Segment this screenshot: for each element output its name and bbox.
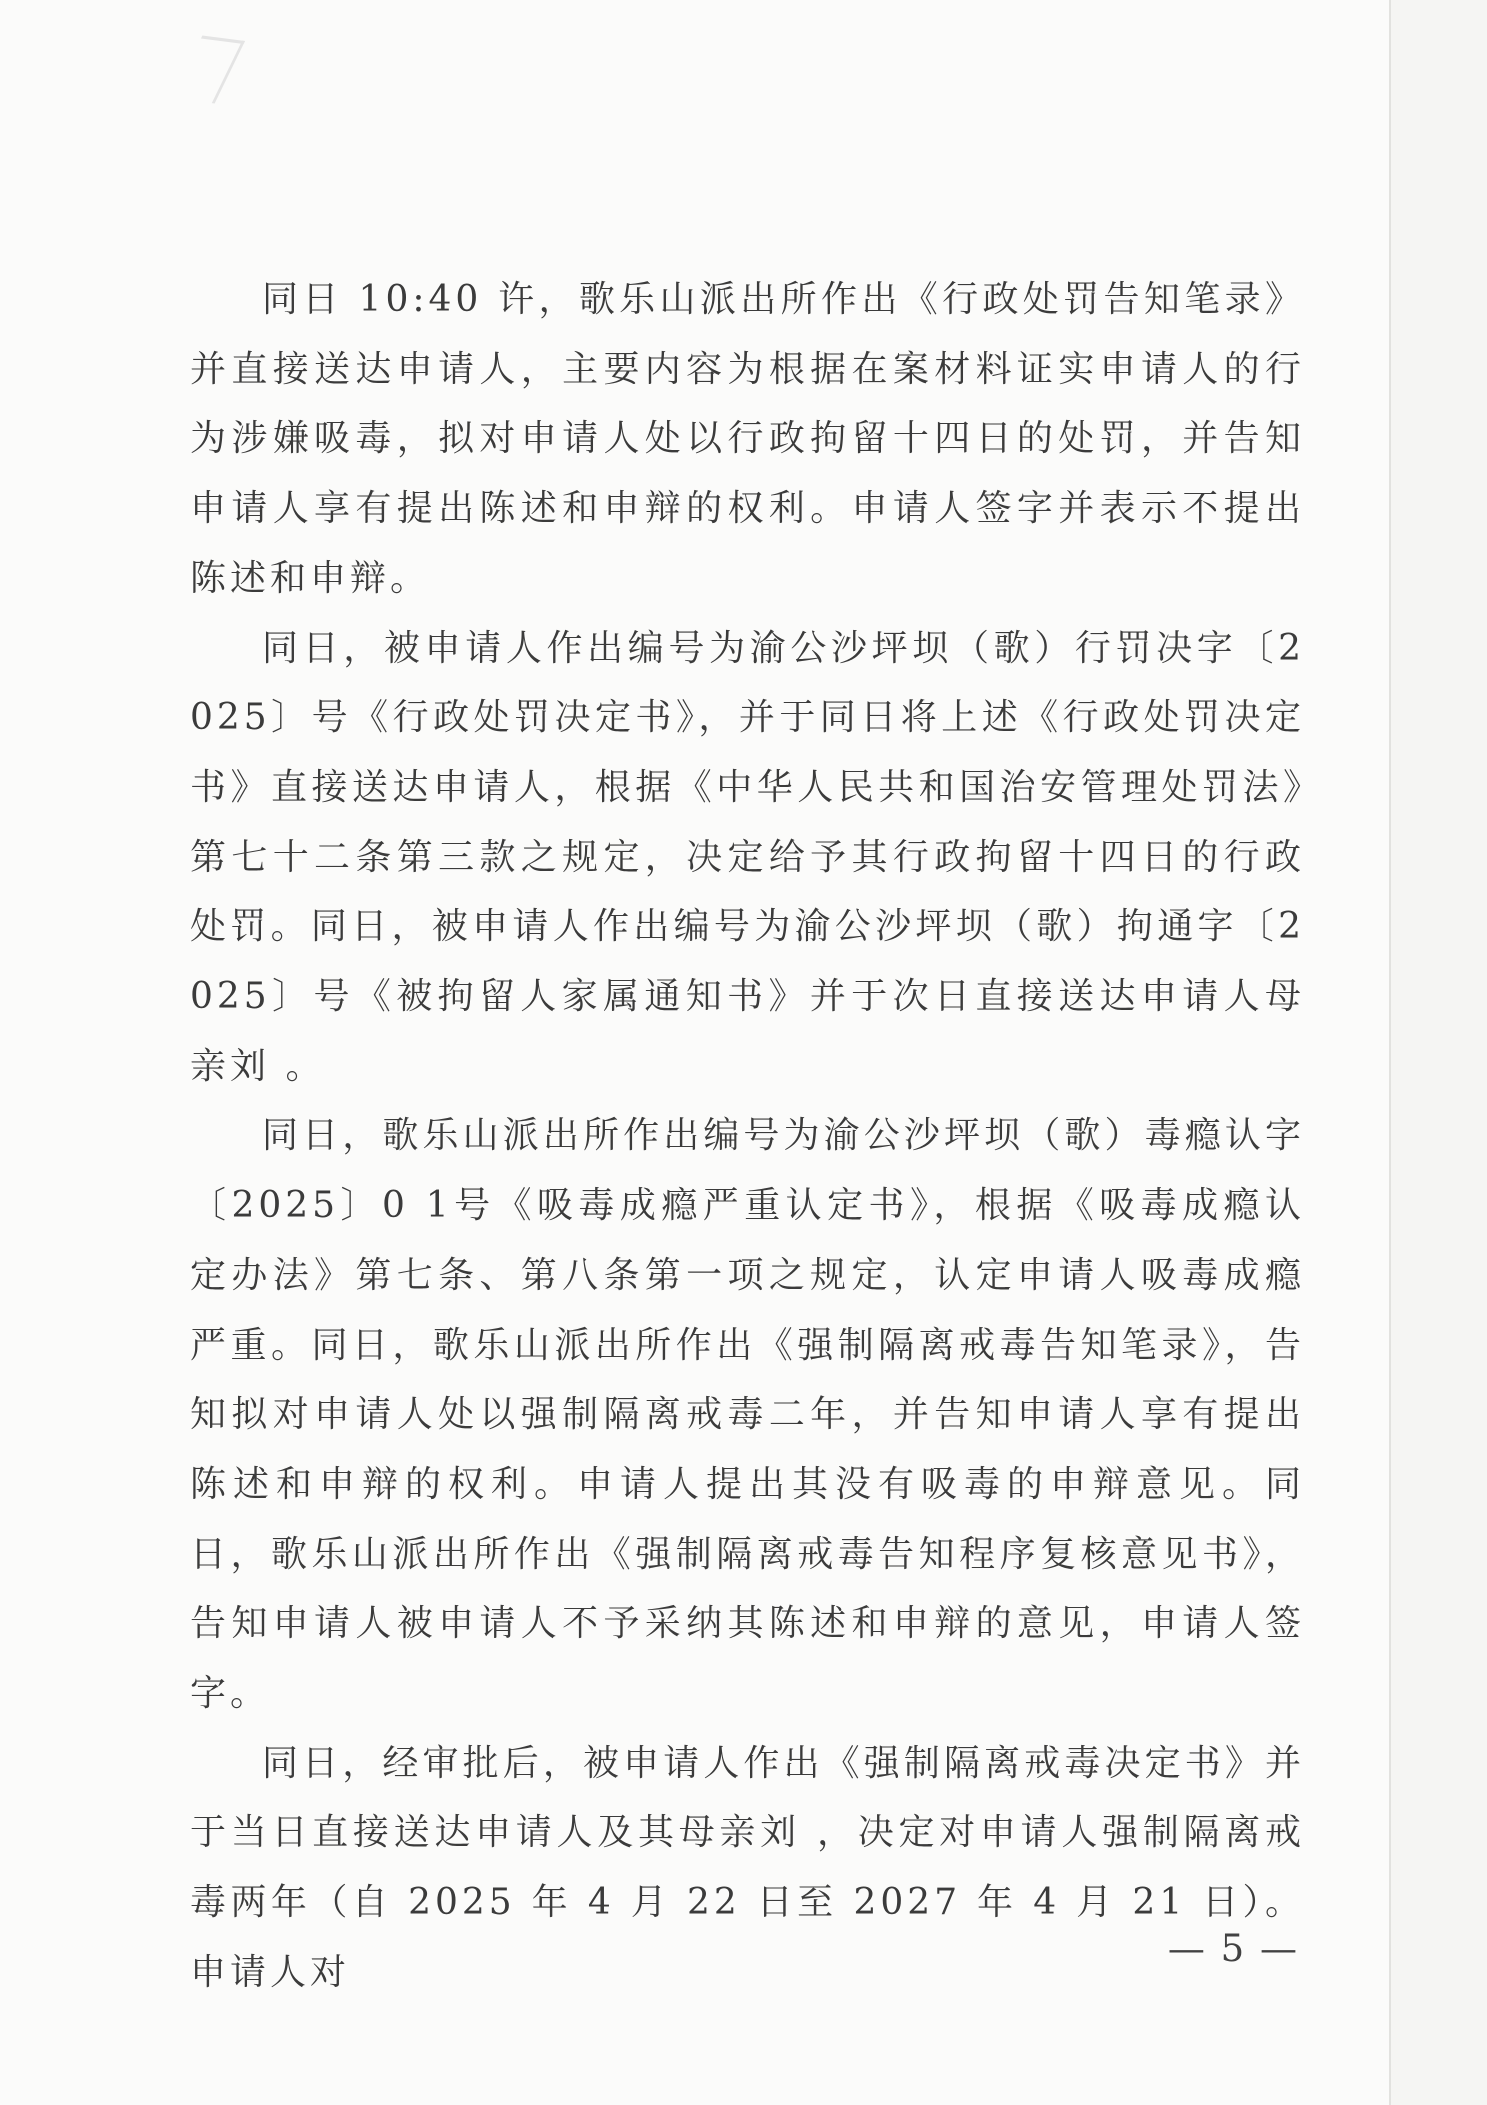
scan-mark — [172, 35, 245, 103]
paragraph-4: 同日，经审批后，被申请人作出《强制隔离戒毒决定书》并于当日直接送达申请人及其母亲刘 ，决定对申请人强制隔离戒毒两年（自 2025 年 4 月 22 日至 2027 年 4 月 21 日）。申请人对 — [190, 1742, 1305, 1993]
scan-edge — [1389, 0, 1487, 2105]
document-body — [190, 265, 1305, 2008]
page-number: — 5 — — [1167, 1927, 1299, 1970]
paragraph-2: 同日，被申请人作出编号为渝公沙坪坝（歌）行罚决字〔2025〕号《行政处罚决定书》，并于同日将上述《行政处罚决定书》直接送达申请人，根据《中华人民共和国治安管理处罚法》第七十二条第三款之规定，决定给予其行政拘留十四日的行政处罚。同日，被申请人作出编号为渝公沙坪坝（歌）拘通字〔2025〕号《被拘留人家属通知书》并于次日直接送达申请人母亲刘 。 — [190, 627, 1305, 1087]
paragraph-3: 同日，歌乐山派出所作出编号为渝公沙坪坝（歌）毒瘾认字〔2025〕0 1号《吸毒成瘾严重认定书》，根据《吸毒成瘾认定办法》第七条、第八条第一项之规定，认定申请人吸毒成瘾严重。同日，歌乐山派出所作出《强制隔离戒毒告知笔录》，告知拟对申请人处以强制隔离戒毒二年，并告知申请人享有提出陈述和申辩的权利。申请人提出其没有吸毒的申辩意见。同日，歌乐山派出所作出《强制隔离戒毒告知程序复核意见书》，告知申请人被申请人不予采纳其陈述和申辩的意见，申请人签字。 — [190, 1115, 1305, 1715]
paragraph-1: 同日 10:40 许，歌乐山派出所作出《行政处罚告知笔录》并直接送达申请人，主要内容为根据在案材料证实申请人的行为涉嫌吸毒，拟对申请人处以行政拘留十四日的处罚，并告知申请人享有提出陈述和申辩的权利。申请人签字并表示不提出陈述和申辩。 — [190, 279, 1305, 599]
